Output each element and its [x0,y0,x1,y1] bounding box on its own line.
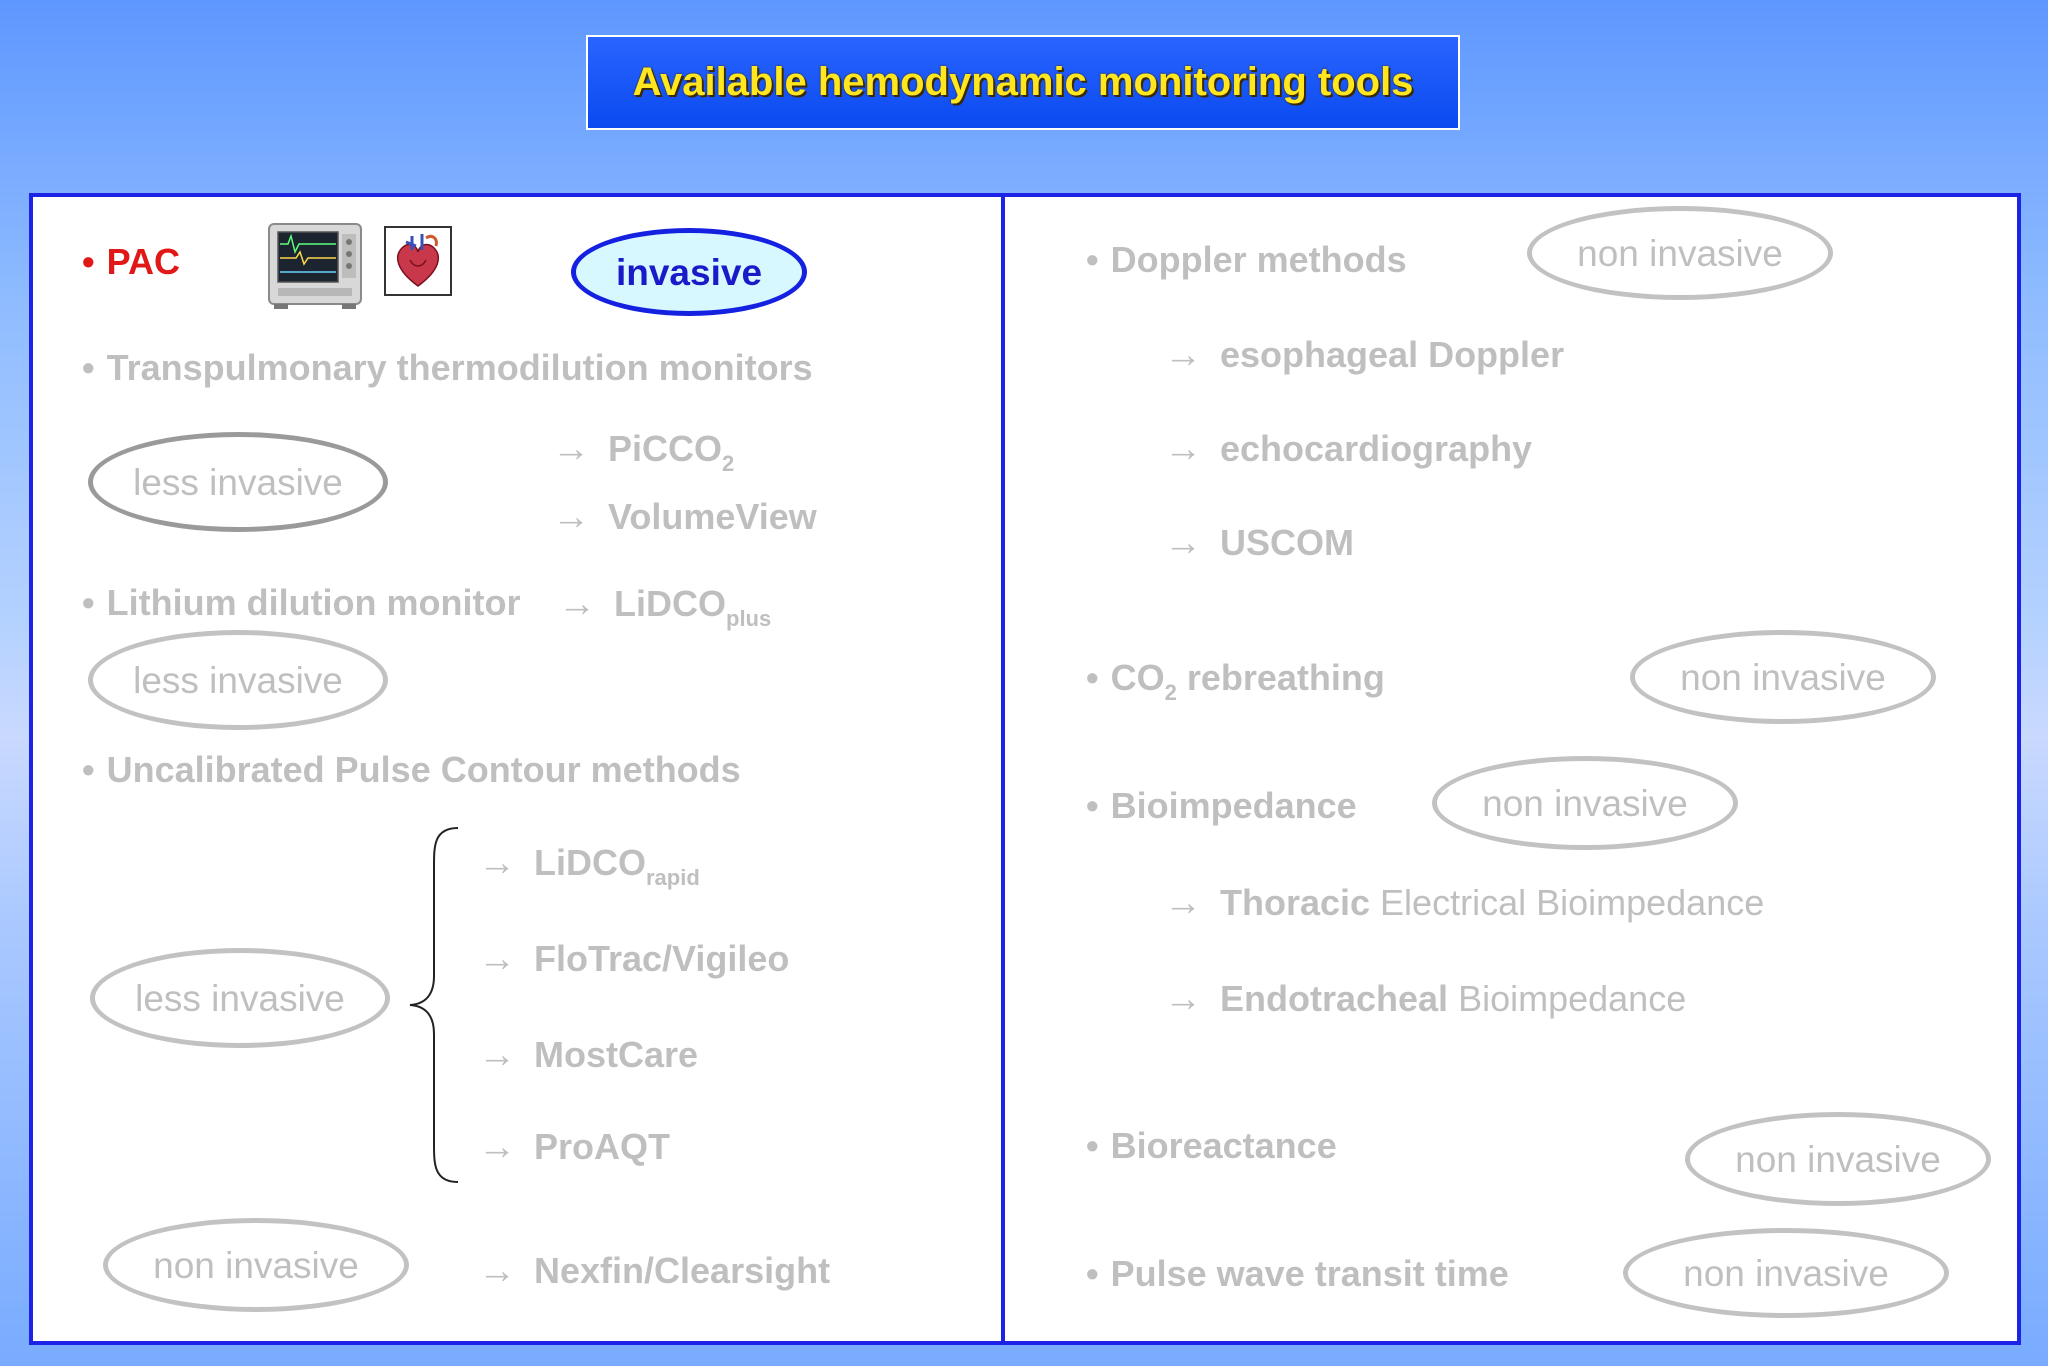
arrow-icon: → [478,1250,516,1292]
non-invasive-badge: non invasive [1623,1228,1949,1318]
pac-label: PAC [106,241,180,282]
non-invasive-badge: non invasive [1685,1112,1991,1206]
lithium-label: • Lithium dilution monitor [82,582,521,623]
thoracic-bioimpedance-item: → Thoracic Electrical Bioimpedance [1164,882,1765,924]
arrow-icon: → [552,428,590,470]
bullet-icon: • [1086,1125,1099,1166]
less-invasive-badge: less invasive [90,948,390,1048]
lidco-rapid-item: → LiDCO$_{rapid}$ [478,842,700,890]
non-invasive-badge: non invasive [103,1218,409,1312]
bullet-icon: • [82,749,95,790]
slide-title: Available hemodynamic monitoring tools [586,35,1460,130]
non-invasive-badge: non invasive [1527,206,1833,300]
invasive-badge: invasive [571,228,807,316]
bioimpedance-label: • Bioimpedance [1086,785,1357,826]
arrow-icon: → [478,938,516,980]
co2-rebreathing-label: • $CO_2$ rebreathing [1086,657,1385,705]
arrow-icon: → [552,496,590,538]
mostcare-item: → MostCare [478,1034,699,1076]
bullet-icon: • [1086,657,1099,698]
arrow-icon: → [478,1126,516,1168]
pac-item [82,241,180,282]
uscom-item: → USCOM [1164,522,1354,564]
nexfin-item: → Nexfin/Clearsight [478,1250,831,1292]
proaqt-item: → ProAQT [478,1126,671,1168]
bullet-icon: • [1086,1253,1099,1294]
lidco-plus-item: → LiDCO$_{plus}$ [558,583,772,631]
arrow-icon: → [1164,978,1202,1020]
non-invasive-badge: non invasive [1432,756,1738,850]
bullet-icon: • [1086,239,1099,280]
arrow-icon: → [478,842,516,884]
bullet-icon: • [82,241,95,282]
arrow-icon: → [478,1034,516,1076]
endotracheal-bioimpedance-item: → Endotracheal Bioimpedance [1164,978,1687,1020]
bullet-icon: • [82,347,95,388]
echocardiography-item: → echocardiography [1164,428,1533,470]
bullet-icon: • [82,582,95,623]
transpulmonary-label: • Transpulmonary thermodilution monitors [82,347,813,388]
less-invasive-badge: less invasive [88,432,388,532]
arrow-icon: → [1164,428,1202,470]
less-invasive-badge: less invasive [88,630,388,730]
volumeview-item: → VolumeView [552,496,817,538]
bioreactance-label: • Bioreactance [1086,1125,1337,1166]
arrow-icon: → [1164,522,1202,564]
esophageal-doppler-item: → esophageal Doppler [1164,334,1565,376]
arrow-icon: → [1164,882,1202,924]
arrow-icon: → [1164,334,1202,376]
doppler-label: • Doppler methods [1086,239,1407,280]
bullet-icon: • [1086,785,1099,826]
non-invasive-badge: non invasive [1630,630,1936,724]
uncalibrated-label: • Uncalibrated Pulse Contour methods [82,749,741,790]
heart-illustration-image [384,226,452,296]
monitor-device-image [266,222,364,310]
pulse-wave-transit-time-label: • Pulse wave transit time [1086,1253,1509,1294]
flotrac-item: → FloTrac/Vigileo [478,938,790,980]
picco-item: → PiCCO$_2$ [552,428,735,476]
brace-icon [406,826,462,1184]
arrow-icon: → [558,583,596,625]
